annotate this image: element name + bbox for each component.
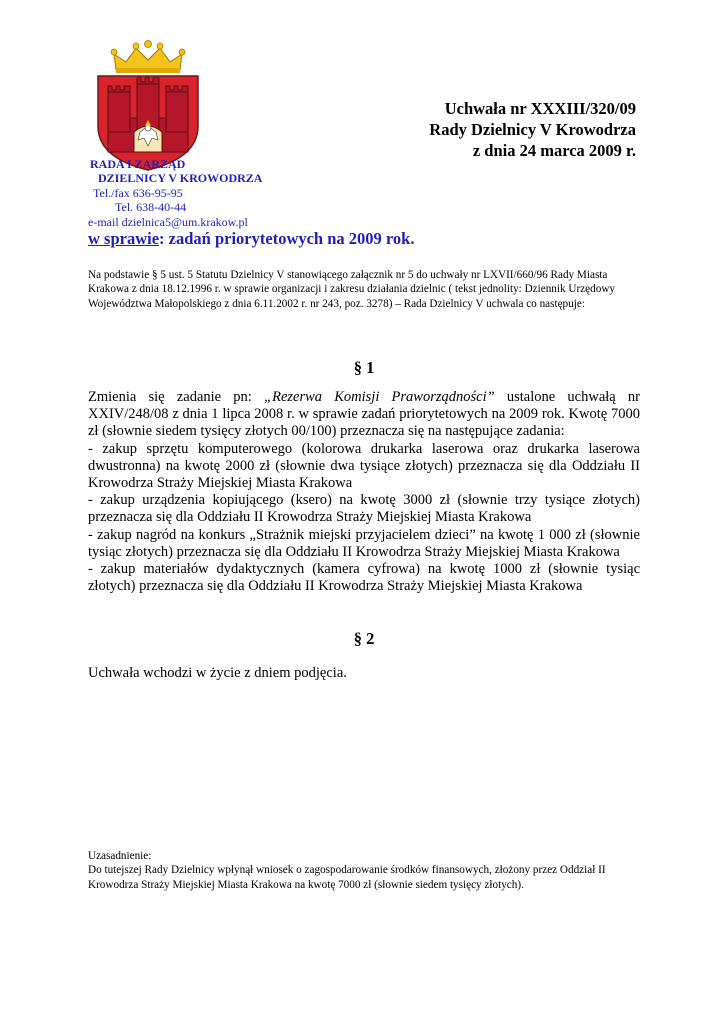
list-item: - zakup sprzętu komputerowego (kolorowa drukarka laserowa oraz drukarka laserowa dwustronna) na kwotę 2000 zł (słownie dwa tysiące złotych) przeznacza się dla Oddziału II Krowodrza Straży Miejskiej Miasta Krakowa xyxy=(88,440,640,492)
subject-text: : zadań priorytetowych na 2009 rok. xyxy=(159,229,415,248)
justification-heading: Uzasadnienie: xyxy=(88,850,152,862)
section-2-text: Uchwała wchodzi w życie z dniem podjęcia. xyxy=(88,665,347,681)
section-1-body xyxy=(88,389,640,595)
letterhead-council: RADA I ZARZĄD xyxy=(90,157,186,171)
krakow-coat-of-arms-icon xyxy=(92,40,204,172)
letterhead-phone-fax: Tel./fax 636-95-95 xyxy=(93,185,183,200)
letterhead xyxy=(88,157,288,229)
title-line-3: z dnia 24 marca 2009 r. xyxy=(472,141,636,160)
list-item: - zakup urządzenia kopiującego (ksero) na kwotę 3000 zł (słownie trzy tysiące złotych) przeznacza się dla Oddziału II Krowodrza Straży Miejskiej Miasta Krakowa xyxy=(88,492,640,526)
resolution-title xyxy=(380,98,636,161)
justification-text: Do tutejszej Rady Dzielnicy wpłynął wniosek o zagospodarowanie środków finansowych, złożony przez Oddział II Krowodrza Straży Miejskiej Miasta Krakowa na kwotę 7000 zł (słownie siedem tysięcy złotych). xyxy=(88,864,606,891)
title-line-1: Uchwała nr XXXIII/320/09 xyxy=(444,99,636,118)
section-1-intro-b: ustalone uchwałą nr XXIV/248/08 z dnia 1 lipca 2008 r. w sprawie zadań priorytetowych na 2009 rok. Kwotę 7000 zł (słownie siedem tysięcy złotych 00/100) przeznacza się na następujące zadania: xyxy=(88,389,640,440)
crown-icon xyxy=(111,41,185,74)
title-line-2: Rady Dzielnicy V Krowodrza xyxy=(429,120,636,139)
section-1-intro-a: Zmienia się zadanie pn: xyxy=(88,389,265,405)
subject-prefix: w sprawie xyxy=(88,229,160,248)
letterhead-email: e-mail dzielnica5@um.krakow.pl xyxy=(88,214,248,229)
list-item: - zakup nagród na konkurs „Strażnik miejski przyjacielem dzieci” na kwotę 1 000 zł (słownie tysiąc złotych) przeznacza się dla Oddziału II Krowodrza Straży Miejskiej Miasta Krakowa xyxy=(88,526,640,560)
section-1-task-name: „Rezerwa Komisji Praworządności” xyxy=(264,389,495,405)
section-1-mark: § 1 xyxy=(353,358,375,377)
letterhead-district: DZIELNICY V KROWODRZA xyxy=(98,171,263,186)
letterhead-phone: Tel. 638-40-44 xyxy=(115,200,187,215)
section-2-mark: § 2 xyxy=(353,629,375,648)
legal-basis: Na podstawie § 5 ust. 5 Statutu Dzielnicy V stanowiącego załącznik nr 5 do uchwały nr LXVII/660/96 Rady Miasta Krakowa z dnia 18.12.1996 r. w sprawie organizacji i zakresu działania dzielnic ( tekst jednolity: Dziennik Urzędowy Województwa Małopolskiego z dnia 6.11.2002 r. nr 243, poz. 3278) – Rada Dzielnicy V uchwala co następuje: xyxy=(88,269,615,310)
subject-line xyxy=(88,229,414,249)
section-1-intro xyxy=(88,389,640,441)
justification xyxy=(88,849,640,892)
list-item: - zakup materiałów dydaktycznych (kamera cyfrowa) na kwotę 1000 zł (słownie tysiąc złotych) przeznacza się dla Oddziału II Krowodrza Straży Miejskiej Miasta Krakowa xyxy=(88,561,640,595)
